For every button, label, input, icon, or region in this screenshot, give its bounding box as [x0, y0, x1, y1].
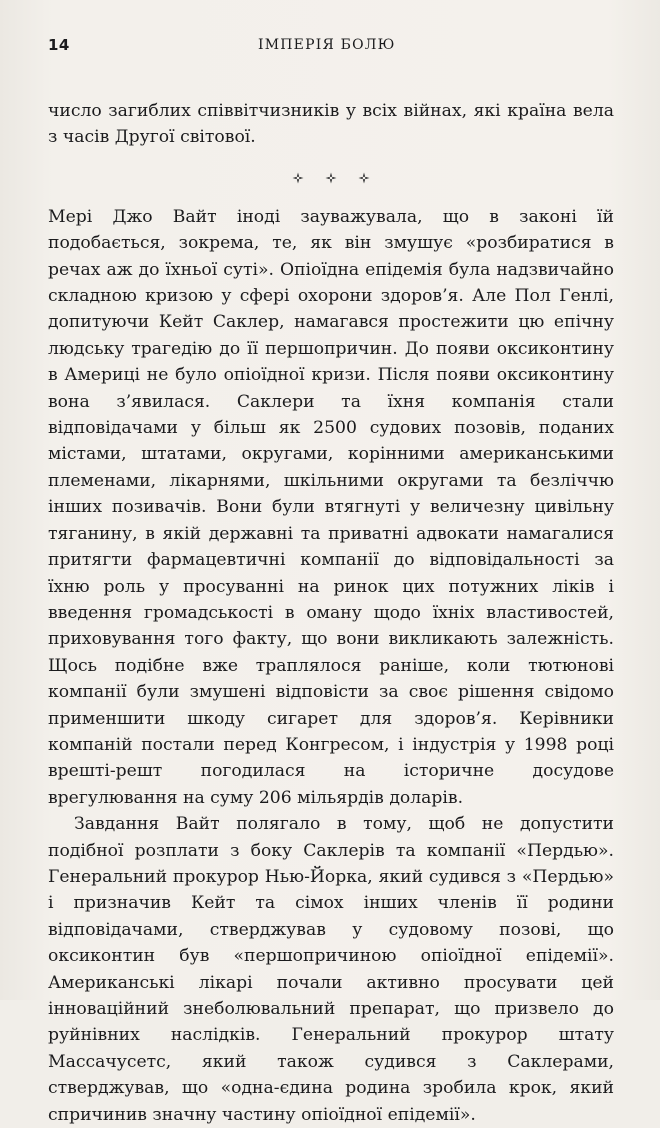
page-header: [48, 36, 620, 58]
fleuron-icon: [292, 165, 304, 177]
body-text: [48, 98, 614, 1128]
paragraph-continuation: число загиблих співвітчизників у всіх війнах, які країна вела з часів Другої світової.: [48, 101, 614, 148]
section-break-ornament: [48, 165, 614, 191]
fleuron-icon: [325, 165, 337, 177]
paragraph-main: Мері Джо Вайт іноді зауважувала, що в законі їй подобається, зокрема, те, як він змушує «розбиратися в речах аж до їхньої суті». Опіоїдна епідемія була надзвичайно складною кризою у сфері охорони здоров’я. Але Пол Генлі, допитуючи Кейт Саклер, намагався простежити цю епічну людську трагедію до її першопричин. До появи оксиконтину в Америці не було опіоїдної кризи. Після появи оксиконтину вона з’явилася. Саклери та їхня компанія стали відповідачами у більш як 2500 судових позовів, поданих містами, штатами, округами, корінними американськими племенами, лікарнями, шкільними округами та безліччю інших позивачів. Вони були втягнуті у величезну цивільну тяганину, в якій державні та приватні адвокати намагалися притягти фармацевтичні компанії до відповідальності за їхню роль у просуванні на ринок цих потужних ліків і введення громадськості в оману щодо їхніх властивостей, приховування того факту, що вони викликають залежність. Щось подібне вже траплялося раніше, коли тютюнові компанії були змушені відповісти за своє рішення свідомо применшити шкоду сигарет для здоров’я. Керівники компаній постали перед Конгресом, і індустрія у 1998 році врешті-решт погодилася на історичне досудове врегулювання на суму 206 мільярдів доларів.: [48, 206, 614, 808]
paragraph-second: Завдання Вайт полягало в тому, щоб не допустити подібної розплати з боку Саклерів та компанії «Пердью». Генеральний прокурор Нью-Йорка, який судився з «Пердью» і призначив Кейт та сімох інших членів її родини відповідачами, стверджував у судовому позові, що оксиконтин був «першопричиною опіоїдної епідемії». Американські лікарі почали активно просувати цей інноваційний знеболювальний препарат, що призвело до руйнівних наслідків. Генеральний прокурор штату Массачусетс, який також судився з Саклерами, стверджував, що «одна-єдина родина зробила крок, який спричинив значну частину опіоїдної епідемії».: [48, 814, 614, 1125]
running-title: ІМПЕРІЯ БОЛЮ: [258, 37, 396, 53]
fleuron-icon: [358, 165, 370, 177]
page-number: 14: [48, 36, 70, 54]
